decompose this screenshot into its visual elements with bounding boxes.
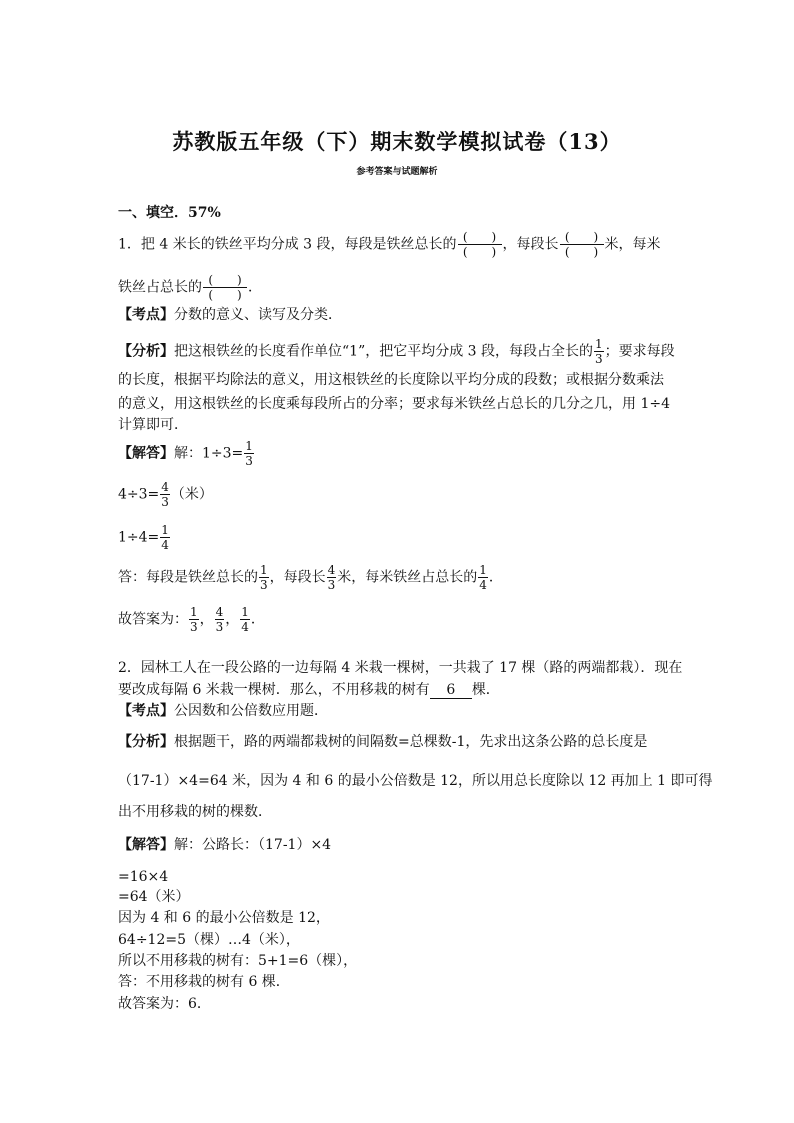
q2-step: 答：不用移栽的树有 6 棵．: [118, 974, 290, 990]
fraction: $\frac{1}{4}$: [161, 523, 169, 552]
fraction: $\frac{1}{4}$: [241, 605, 249, 634]
q2-step: =64（米）: [118, 889, 190, 905]
q1-jieda-line3: 1÷4= $\frac{1}{4}$: [118, 523, 169, 552]
q1-stem-line2: 铁丝占总长的 $\frac{( )}{( )}$ ．: [118, 273, 262, 302]
q2-jieda-line1: 【解答】解：公路长：（17-1）×4: [118, 837, 332, 853]
q2-stem-line1: 2．园林工人在一段公路的一边每隔 4 米栽一棵树，一共栽了 17 棵（路的两端都栽）．现在: [118, 660, 683, 676]
q1-final-answer: 故答案为： $\frac{1}{3}$ ， $\frac{4}{3}$ ， $\frac{1}{4}$ ．: [118, 605, 265, 634]
fraction: $\frac{4}{3}$: [215, 605, 224, 634]
q2-fenxi-line2: （17-1）×4=64 米，因为 4 和 6 的最小公倍数是 12，所以用总长度除以 12 再加上 1 即可得: [118, 773, 713, 789]
page-subtitle: 参考答案与试题解析: [356, 167, 438, 177]
fraction: $\frac{4}{3}$: [327, 563, 336, 592]
fraction: $\frac{4}{3}$: [161, 480, 169, 509]
q2-step: 因为 4 和 6 的最小公倍数是 12，: [118, 910, 330, 926]
answer-blank: $\frac{( )}{( )}$: [458, 231, 502, 258]
q1-fenxi-line3: 的意义，用这根铁丝的长度乘每段所占的分率；要求每米铁丝占总长的几分之几，用 1÷4: [118, 396, 670, 412]
q1-jieda-line2: 4÷3= $\frac{4}{3}$ （米）: [118, 480, 213, 509]
q1-jieda-line1: 【解答】解：1÷3= $\frac{1}{3}$: [118, 439, 253, 468]
answer-fill: 6: [430, 682, 472, 699]
fraction: $\frac{1}{3}$: [245, 439, 253, 468]
answer-blank: $\frac{( )}{( )}$: [560, 231, 604, 258]
page-title: 苏教版五年级（下）期末数学模拟试卷（13）: [172, 129, 622, 154]
fraction: $\frac{1}{3}$: [190, 605, 198, 634]
q1-stem-line1: 1．把 4 米长的铁丝平均分成 3 段，每段是铁丝总长的 $\frac{( )}{( )}$ ，每段长 $\frac{( )}{( )}$ 米，每米: [118, 230, 661, 259]
q2-step: 所以不用移栽的树有：5+1=6（棵），: [118, 953, 358, 969]
answer-blank: $\frac{( )}{( )}$: [203, 274, 247, 301]
q1-fenxi-line4: 计算即可．: [118, 417, 188, 433]
q1-kaodian: 【考点】分数的意义、读写及分类．: [118, 307, 342, 323]
q2-stem-line2: 要改成每隔 6 米栽一棵树．那么，不用移栽的树有 6 棵．: [118, 682, 500, 698]
q2-step: 64÷12=5（棵）…4（米），: [118, 932, 300, 948]
fraction: $\frac{1}{3}$: [595, 337, 603, 366]
fraction: $\frac{1}{4}$: [479, 563, 487, 592]
q2-fenxi-line1: 【分析】根据题干，路的两端都栽树的间隔数=总棵数-1，先求出这条公路的总长度是: [118, 734, 648, 750]
q1-answer: 答：每段是铁丝总长的 $\frac{1}{3}$ ，每段长 $\frac{4}{3}$ 米，每米铁丝占总长的 $\frac{1}{4}$ ．: [118, 563, 503, 592]
fraction: $\frac{1}{3}$: [260, 563, 268, 592]
q2-step: =16×4: [118, 869, 169, 885]
q2-fenxi-line3: 出不用移栽的树的棵数．: [118, 804, 272, 820]
section-heading: 一、填空．57%: [118, 205, 221, 221]
q2-kaodian: 【考点】公因数和公倍数应用题．: [118, 703, 328, 719]
q1-fenxi-line2: 的长度，根据平均除法的意义，用这根铁丝的长度除以平均分成的段数；或根据分数乘法: [118, 372, 664, 388]
q1-fenxi-line1: 【分析】把这根铁丝的长度看作单位“1”，把它平均分成 3 段，每段占全长的 $\frac{1}{3}$ ；要求每段: [118, 337, 675, 366]
q2-step: 故答案为：6．: [118, 996, 211, 1012]
